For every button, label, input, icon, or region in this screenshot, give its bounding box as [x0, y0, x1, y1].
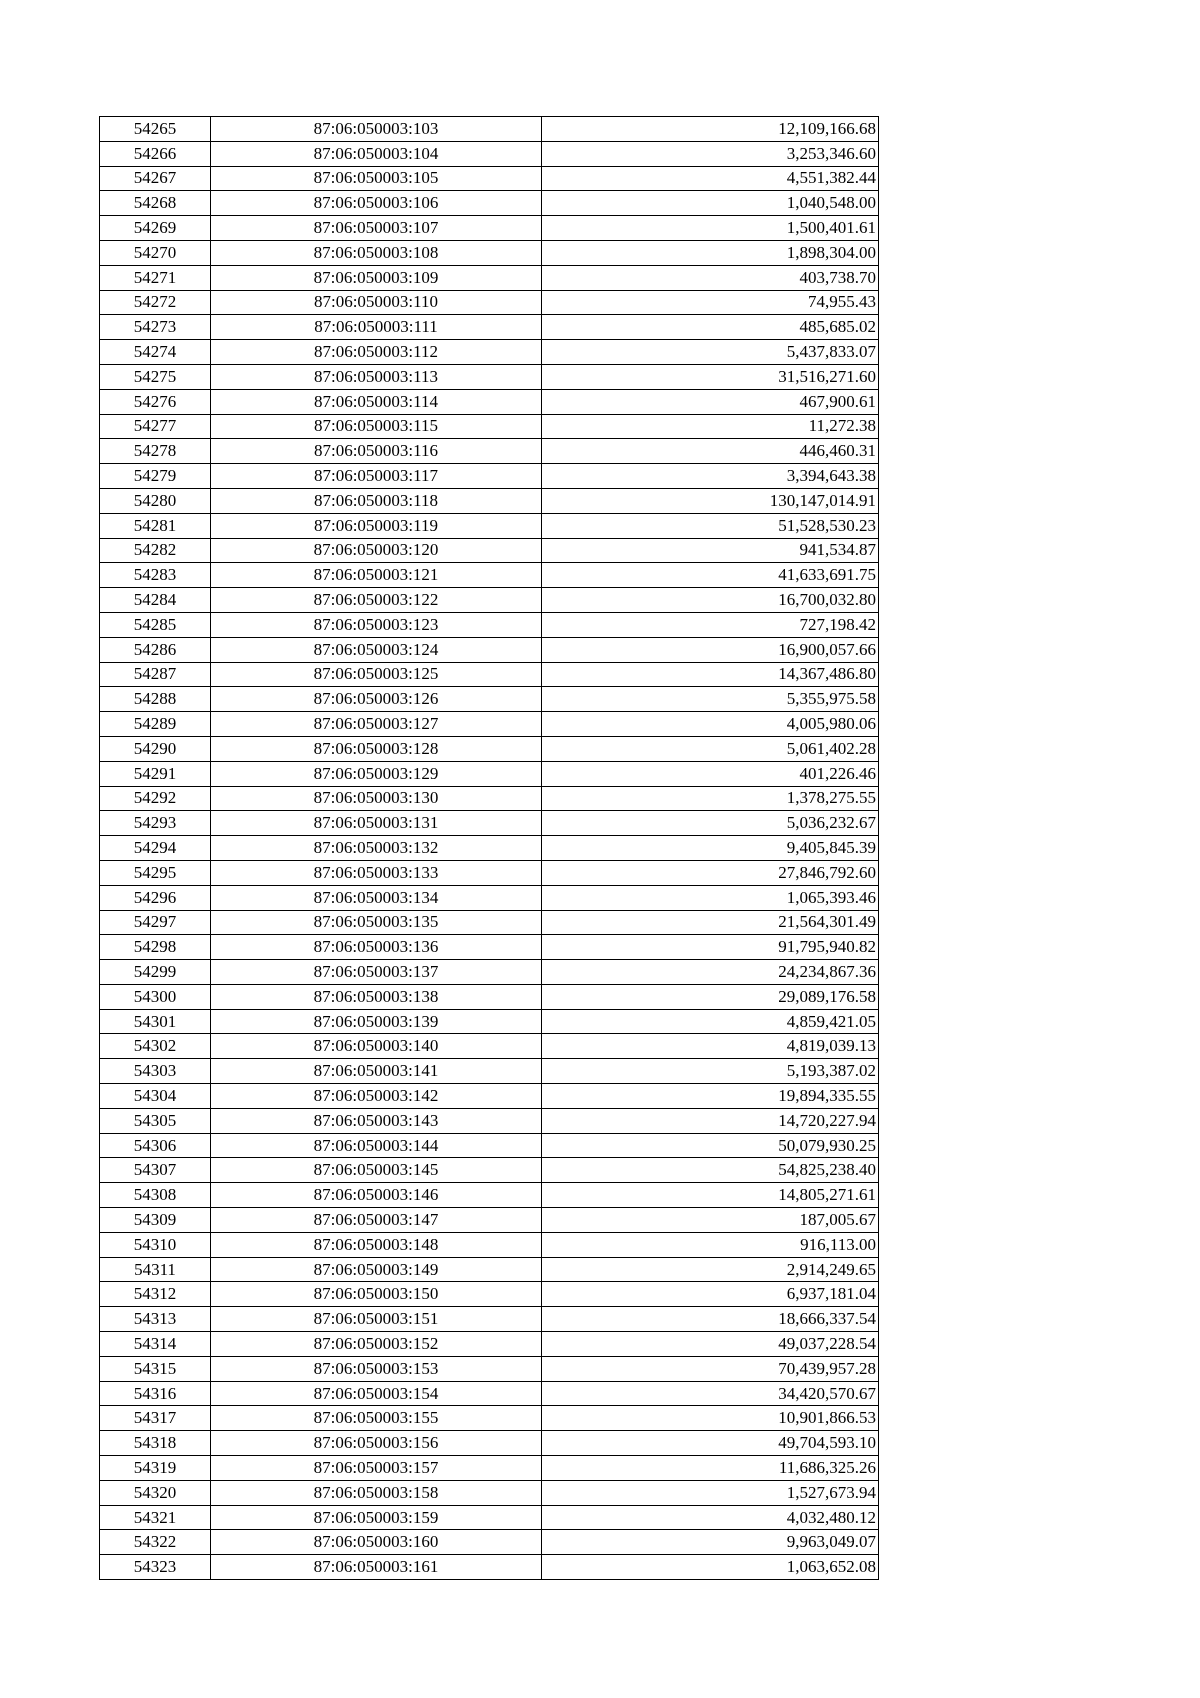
row-number-cell: 54284: [100, 588, 211, 613]
cadastral-number-cell: 87:06:050003:112: [211, 340, 542, 365]
row-number-cell: 54322: [100, 1530, 211, 1555]
value-cell: 16,700,032.80: [542, 588, 879, 613]
value-cell: 91,795,940.82: [542, 935, 879, 960]
table-row: [100, 712, 879, 737]
table-row: [100, 786, 879, 811]
table-row: [100, 1406, 879, 1431]
table-row: [100, 1108, 879, 1133]
row-number-cell: 54272: [100, 290, 211, 315]
cadastral-number-cell: 87:06:050003:144: [211, 1133, 542, 1158]
cadastral-number-cell: 87:06:050003:137: [211, 960, 542, 985]
row-number-cell: 54275: [100, 364, 211, 389]
cadastral-number-cell: 87:06:050003:128: [211, 736, 542, 761]
row-number-cell: 54321: [100, 1505, 211, 1530]
row-number-cell: 54304: [100, 1084, 211, 1109]
table-row: [100, 1505, 879, 1530]
cadastral-number-cell: 87:06:050003:140: [211, 1034, 542, 1059]
row-number-cell: 54290: [100, 736, 211, 761]
cadastral-value-table: [99, 116, 879, 1580]
value-cell: 4,005,980.06: [542, 712, 879, 737]
table-row: [100, 1282, 879, 1307]
row-number-cell: 54310: [100, 1232, 211, 1257]
value-cell: 5,437,833.07: [542, 340, 879, 365]
cadastral-number-cell: 87:06:050003:130: [211, 786, 542, 811]
row-number-cell: 54320: [100, 1480, 211, 1505]
table-row: [100, 464, 879, 489]
table-row: [100, 1381, 879, 1406]
value-cell: 401,226.46: [542, 761, 879, 786]
row-number-cell: 54312: [100, 1282, 211, 1307]
row-number-cell: 54297: [100, 910, 211, 935]
table-row: [100, 1431, 879, 1456]
table-row: [100, 364, 879, 389]
row-number-cell: 54266: [100, 141, 211, 166]
table-row: [100, 612, 879, 637]
table-row: [100, 290, 879, 315]
table-row: [100, 117, 879, 142]
cadastral-number-cell: 87:06:050003:159: [211, 1505, 542, 1530]
value-cell: 1,378,275.55: [542, 786, 879, 811]
row-number-cell: 54298: [100, 935, 211, 960]
value-cell: 11,272.38: [542, 414, 879, 439]
table-row: [100, 1208, 879, 1233]
table-row: [100, 1257, 879, 1282]
value-cell: 41,633,691.75: [542, 563, 879, 588]
cadastral-number-cell: 87:06:050003:135: [211, 910, 542, 935]
row-number-cell: 54269: [100, 216, 211, 241]
value-cell: 941,534.87: [542, 538, 879, 563]
cadastral-number-cell: 87:06:050003:157: [211, 1456, 542, 1481]
value-cell: 9,405,845.39: [542, 836, 879, 861]
row-number-cell: 54289: [100, 712, 211, 737]
table-row: [100, 687, 879, 712]
value-cell: 446,460.31: [542, 439, 879, 464]
cadastral-number-cell: 87:06:050003:124: [211, 637, 542, 662]
cadastral-number-cell: 87:06:050003:146: [211, 1183, 542, 1208]
row-number-cell: 54300: [100, 984, 211, 1009]
row-number-cell: 54291: [100, 761, 211, 786]
table-row: [100, 439, 879, 464]
row-number-cell: 54302: [100, 1034, 211, 1059]
table-row: [100, 1034, 879, 1059]
cadastral-number-cell: 87:06:050003:149: [211, 1257, 542, 1282]
value-cell: 3,253,346.60: [542, 141, 879, 166]
cadastral-number-cell: 87:06:050003:106: [211, 191, 542, 216]
row-number-cell: 54316: [100, 1381, 211, 1406]
cadastral-number-cell: 87:06:050003:129: [211, 761, 542, 786]
cadastral-number-cell: 87:06:050003:126: [211, 687, 542, 712]
cadastral-number-cell: 87:06:050003:134: [211, 885, 542, 910]
table-row: [100, 1084, 879, 1109]
value-cell: 70,439,957.28: [542, 1356, 879, 1381]
row-number-cell: 54286: [100, 637, 211, 662]
cadastral-number-cell: 87:06:050003:113: [211, 364, 542, 389]
row-number-cell: 54296: [100, 885, 211, 910]
row-number-cell: 54299: [100, 960, 211, 985]
cadastral-number-cell: 87:06:050003:127: [211, 712, 542, 737]
row-number-cell: 54305: [100, 1108, 211, 1133]
value-cell: 10,901,866.53: [542, 1406, 879, 1431]
value-cell: 74,955.43: [542, 290, 879, 315]
row-number-cell: 54317: [100, 1406, 211, 1431]
table-row: [100, 265, 879, 290]
row-number-cell: 54271: [100, 265, 211, 290]
value-cell: 16,900,057.66: [542, 637, 879, 662]
row-number-cell: 54267: [100, 166, 211, 191]
value-cell: 12,109,166.68: [542, 117, 879, 142]
cadastral-number-cell: 87:06:050003:105: [211, 166, 542, 191]
cadastral-number-cell: 87:06:050003:148: [211, 1232, 542, 1257]
value-cell: 14,805,271.61: [542, 1183, 879, 1208]
table-row: [100, 166, 879, 191]
row-number-cell: 54270: [100, 240, 211, 265]
table-row: [100, 910, 879, 935]
cadastral-number-cell: 87:06:050003:145: [211, 1158, 542, 1183]
row-number-cell: 54306: [100, 1133, 211, 1158]
cadastral-number-cell: 87:06:050003:161: [211, 1555, 542, 1580]
row-number-cell: 54311: [100, 1257, 211, 1282]
cadastral-number-cell: 87:06:050003:139: [211, 1009, 542, 1034]
table-row: [100, 1009, 879, 1034]
row-number-cell: 54295: [100, 860, 211, 885]
row-number-cell: 54315: [100, 1356, 211, 1381]
cadastral-number-cell: 87:06:050003:115: [211, 414, 542, 439]
table-row: [100, 315, 879, 340]
value-cell: 5,193,387.02: [542, 1059, 879, 1084]
table-row: [100, 191, 879, 216]
value-cell: 4,819,039.13: [542, 1034, 879, 1059]
row-number-cell: 54308: [100, 1183, 211, 1208]
cadastral-number-cell: 87:06:050003:108: [211, 240, 542, 265]
value-cell: 1,063,652.08: [542, 1555, 879, 1580]
cadastral-number-cell: 87:06:050003:111: [211, 315, 542, 340]
table-row: [100, 240, 879, 265]
table-row: [100, 662, 879, 687]
cadastral-number-cell: 87:06:050003:107: [211, 216, 542, 241]
cadastral-number-cell: 87:06:050003:154: [211, 1381, 542, 1406]
value-cell: 5,061,402.28: [542, 736, 879, 761]
value-cell: 31,516,271.60: [542, 364, 879, 389]
row-number-cell: 54318: [100, 1431, 211, 1456]
value-cell: 14,720,227.94: [542, 1108, 879, 1133]
table-row: [100, 736, 879, 761]
value-cell: 49,037,228.54: [542, 1332, 879, 1357]
cadastral-number-cell: 87:06:050003:116: [211, 439, 542, 464]
row-number-cell: 54323: [100, 1555, 211, 1580]
value-cell: 54,825,238.40: [542, 1158, 879, 1183]
value-cell: 4,551,382.44: [542, 166, 879, 191]
value-cell: 34,420,570.67: [542, 1381, 879, 1406]
cadastral-number-cell: 87:06:050003:142: [211, 1084, 542, 1109]
row-number-cell: 54265: [100, 117, 211, 142]
cadastral-number-cell: 87:06:050003:125: [211, 662, 542, 687]
row-number-cell: 54293: [100, 811, 211, 836]
row-number-cell: 54319: [100, 1456, 211, 1481]
cadastral-number-cell: 87:06:050003:143: [211, 1108, 542, 1133]
value-cell: 1,040,548.00: [542, 191, 879, 216]
cadastral-number-cell: 87:06:050003:152: [211, 1332, 542, 1357]
value-cell: 24,234,867.36: [542, 960, 879, 985]
value-cell: 51,528,530.23: [542, 513, 879, 538]
table-row: [100, 513, 879, 538]
value-cell: 29,089,176.58: [542, 984, 879, 1009]
value-cell: 187,005.67: [542, 1208, 879, 1233]
table-row: [100, 1530, 879, 1555]
value-cell: 130,147,014.91: [542, 488, 879, 513]
cadastral-number-cell: 87:06:050003:122: [211, 588, 542, 613]
value-cell: 5,355,975.58: [542, 687, 879, 712]
cadastral-number-cell: 87:06:050003:110: [211, 290, 542, 315]
cadastral-number-cell: 87:06:050003:104: [211, 141, 542, 166]
table-row: [100, 1555, 879, 1580]
table-row: [100, 141, 879, 166]
row-number-cell: 54283: [100, 563, 211, 588]
cadastral-number-cell: 87:06:050003:132: [211, 836, 542, 861]
table-row: [100, 1456, 879, 1481]
cadastral-number-cell: 87:06:050003:147: [211, 1208, 542, 1233]
row-number-cell: 54292: [100, 786, 211, 811]
row-number-cell: 54273: [100, 315, 211, 340]
table-row: [100, 1356, 879, 1381]
table-row: [100, 885, 879, 910]
row-number-cell: 54278: [100, 439, 211, 464]
table-row: [100, 414, 879, 439]
row-number-cell: 54294: [100, 836, 211, 861]
value-cell: 1,527,673.94: [542, 1480, 879, 1505]
table-row: [100, 216, 879, 241]
cadastral-number-cell: 87:06:050003:156: [211, 1431, 542, 1456]
cadastral-number-cell: 87:06:050003:121: [211, 563, 542, 588]
cadastral-number-cell: 87:06:050003:150: [211, 1282, 542, 1307]
cadastral-number-cell: 87:06:050003:117: [211, 464, 542, 489]
table-row: [100, 1059, 879, 1084]
value-cell: 1,065,393.46: [542, 885, 879, 910]
row-number-cell: 54282: [100, 538, 211, 563]
value-cell: 4,032,480.12: [542, 1505, 879, 1530]
value-cell: 4,859,421.05: [542, 1009, 879, 1034]
row-number-cell: 54280: [100, 488, 211, 513]
row-number-cell: 54301: [100, 1009, 211, 1034]
value-cell: 21,564,301.49: [542, 910, 879, 935]
row-number-cell: 54281: [100, 513, 211, 538]
table-row: [100, 389, 879, 414]
table-row: [100, 1480, 879, 1505]
value-cell: 467,900.61: [542, 389, 879, 414]
value-cell: 49,704,593.10: [542, 1431, 879, 1456]
table-row: [100, 538, 879, 563]
value-cell: 50,079,930.25: [542, 1133, 879, 1158]
value-cell: 727,198.42: [542, 612, 879, 637]
cadastral-number-cell: 87:06:050003:119: [211, 513, 542, 538]
row-number-cell: 54314: [100, 1332, 211, 1357]
cadastral-number-cell: 87:06:050003:109: [211, 265, 542, 290]
row-number-cell: 54309: [100, 1208, 211, 1233]
table-row: [100, 340, 879, 365]
cadastral-number-cell: 87:06:050003:103: [211, 117, 542, 142]
value-cell: 14,367,486.80: [542, 662, 879, 687]
value-cell: 916,113.00: [542, 1232, 879, 1257]
table-row: [100, 1183, 879, 1208]
table-body: [100, 117, 879, 1580]
value-cell: 1,500,401.61: [542, 216, 879, 241]
row-number-cell: 54274: [100, 340, 211, 365]
row-number-cell: 54268: [100, 191, 211, 216]
row-number-cell: 54285: [100, 612, 211, 637]
value-cell: 19,894,335.55: [542, 1084, 879, 1109]
table-row: [100, 488, 879, 513]
table-row: [100, 811, 879, 836]
cadastral-number-cell: 87:06:050003:153: [211, 1356, 542, 1381]
cadastral-number-cell: 87:06:050003:123: [211, 612, 542, 637]
table-row: [100, 1307, 879, 1332]
row-number-cell: 54303: [100, 1059, 211, 1084]
cadastral-number-cell: 87:06:050003:160: [211, 1530, 542, 1555]
table-row: [100, 935, 879, 960]
value-cell: 27,846,792.60: [542, 860, 879, 885]
cadastral-number-cell: 87:06:050003:114: [211, 389, 542, 414]
row-number-cell: 54287: [100, 662, 211, 687]
value-cell: 485,685.02: [542, 315, 879, 340]
value-cell: 6,937,181.04: [542, 1282, 879, 1307]
cadastral-number-cell: 87:06:050003:131: [211, 811, 542, 836]
table-row: [100, 563, 879, 588]
row-number-cell: 54276: [100, 389, 211, 414]
table-row: [100, 984, 879, 1009]
table-row: [100, 1232, 879, 1257]
cadastral-number-cell: 87:06:050003:118: [211, 488, 542, 513]
table-row: [100, 761, 879, 786]
table-row: [100, 637, 879, 662]
row-number-cell: 54288: [100, 687, 211, 712]
cadastral-number-cell: 87:06:050003:158: [211, 1480, 542, 1505]
cadastral-number-cell: 87:06:050003:151: [211, 1307, 542, 1332]
table-row: [100, 1332, 879, 1357]
cadastral-number-cell: 87:06:050003:155: [211, 1406, 542, 1431]
row-number-cell: 54277: [100, 414, 211, 439]
cadastral-number-cell: 87:06:050003:138: [211, 984, 542, 1009]
table-row: [100, 1133, 879, 1158]
value-cell: 403,738.70: [542, 265, 879, 290]
cadastral-number-cell: 87:06:050003:136: [211, 935, 542, 960]
table-row: [100, 860, 879, 885]
table-row: [100, 588, 879, 613]
value-cell: 18,666,337.54: [542, 1307, 879, 1332]
value-cell: 5,036,232.67: [542, 811, 879, 836]
row-number-cell: 54279: [100, 464, 211, 489]
table-row: [100, 1158, 879, 1183]
value-cell: 2,914,249.65: [542, 1257, 879, 1282]
row-number-cell: 54307: [100, 1158, 211, 1183]
value-cell: 11,686,325.26: [542, 1456, 879, 1481]
value-cell: 1,898,304.00: [542, 240, 879, 265]
value-cell: 9,963,049.07: [542, 1530, 879, 1555]
cadastral-number-cell: 87:06:050003:120: [211, 538, 542, 563]
table-row: [100, 836, 879, 861]
cadastral-number-cell: 87:06:050003:141: [211, 1059, 542, 1084]
cadastral-number-cell: 87:06:050003:133: [211, 860, 542, 885]
row-number-cell: 54313: [100, 1307, 211, 1332]
table-row: [100, 960, 879, 985]
value-cell: 3,394,643.38: [542, 464, 879, 489]
